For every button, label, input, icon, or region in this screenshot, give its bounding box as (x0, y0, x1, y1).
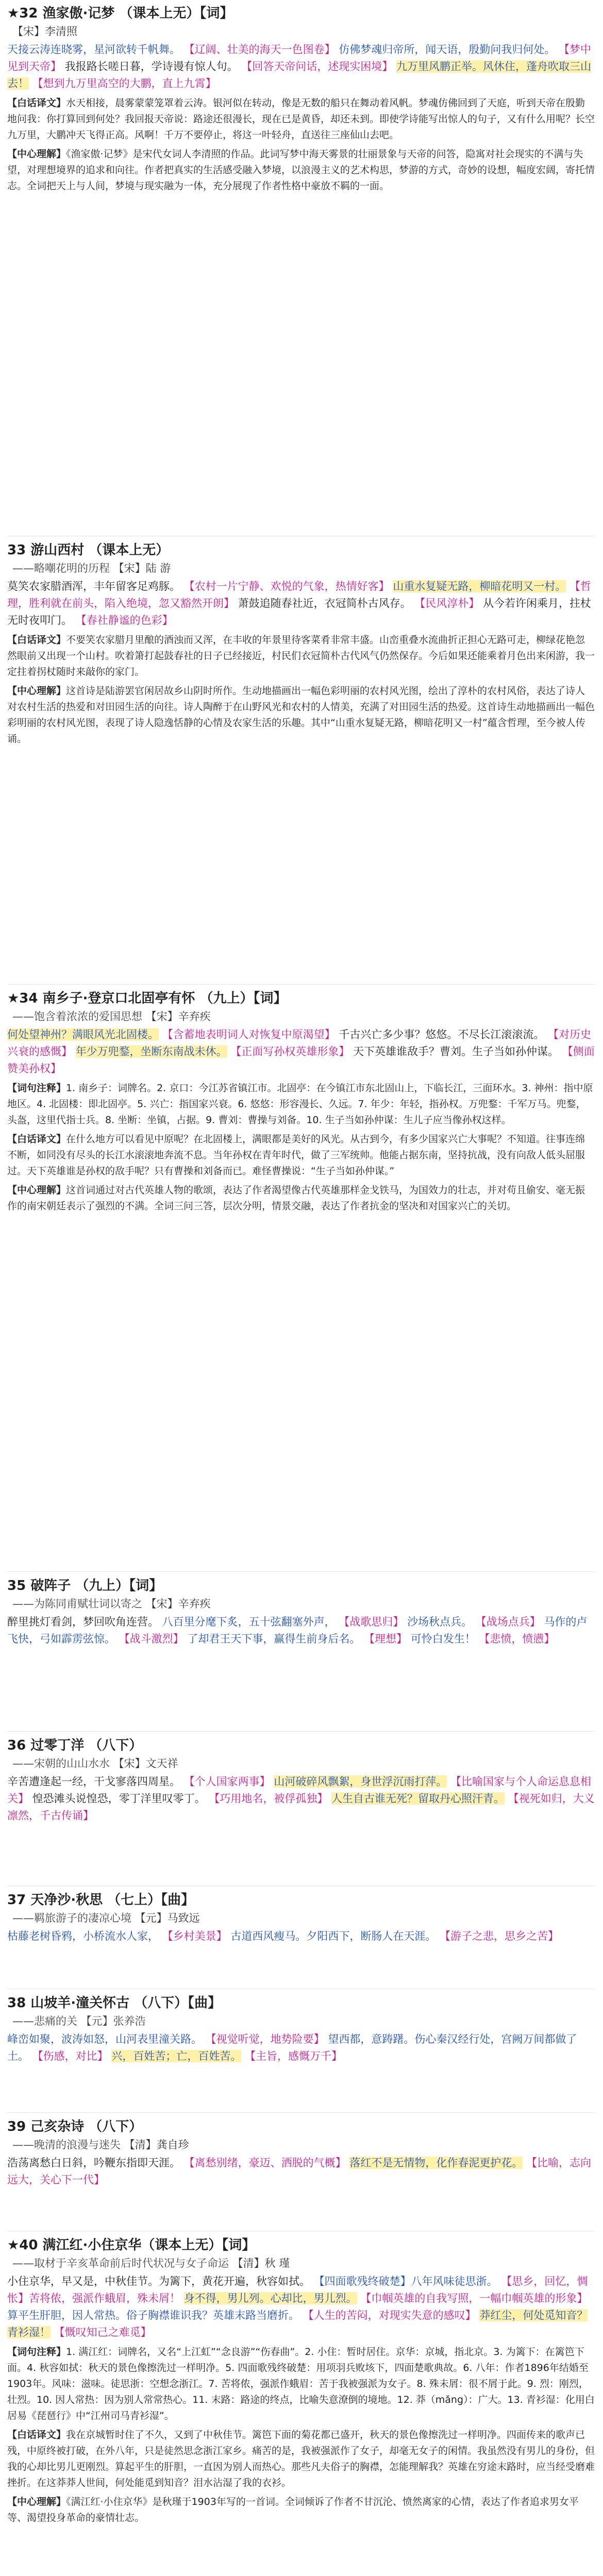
poem-section-37 (7, 1891, 595, 1945)
poem-section-35 (7, 1577, 595, 1648)
word-notes: 【词句注释】1. 南乡子：词牌名。2. 京口：今江苏省镇江市。北固亭：在今镇江市东北固山上，下临长江，三面环水。3. 神州：指中原地区。4. 北固楼：即北固亭。5. 兴亡：指国家兴衰。6. 悠悠：形容漫长、久远。7. 年少：年轻，指孙权。万兜鍪：千军万马。兜鍪，头盔，这里代指士兵。8. 坐断：坐镇，占据。9. 曹刘：曹操与刘备。10. 生子当如孙仲谋：生儿子应当像孙权这样。 (7, 1082, 593, 1126)
divider (7, 1571, 595, 1572)
poem-subtitle: ——悲痛的关 【元】张养浩 (12, 2015, 146, 2027)
poem-title: 35 破阵子 （九上）【词】 (7, 1578, 163, 1594)
core-understanding: 【中心理解】《渔家傲·记梦》是宋代女词人李清照的作品。此词写梦中海天雾景的壮丽景象与天帝的问答，隐寓对社会现实的不满与失望，对理想境界的追求和向往。作者把真实的生活感受融入梦境，以浪漫主义的艺术构思，梦游的方式，奇妙的设想，幅度宏阔，寄托情志。全词把天上与人间，梦境与现实融为一体，充分展现了作者性格中豪放不羁的一面。 (7, 148, 595, 192)
poem-section-36 (7, 1736, 595, 1824)
translation: 【白话译文】水天相接，晨雾蒙蒙笼罩着云涛。银河似在转动，像是无数的船只在舞动着风帆。梦魂仿佛回到了天庭，听到天帝在殷勤地问我：你打算回到何处？我回报天帝说：路途还很漫长，现在已是黄昏，却还未到。即使学诗能写出惊人的句子，又有什么用呢？长空九万里，大鹏冲天飞得正高。风啊！千万不要停止，将这一叶轻舟，直送往三座仙山去吧。 (7, 97, 595, 141)
poem-subtitle: ——为陈同甫赋壮词以寄之 【宋】辛弃疾 (12, 1598, 211, 1610)
poem-title: 37 天净沙·秋思 （七上）【曲】 (7, 1892, 195, 1908)
poem-lines: 天接云涛连晓雾，星河欲转千帆舞。 【辽阔、壮美的海天一色图卷】 仿佛梦魂归帝所，闻天语，殷勤问我归何处。 【梦中见到天帝】 我报路长嗟日暮，学诗谩有惊人句。 【回答天帝问话，述现实困境】 九万里风鹏正举。风休住，蓬舟吹取三山去！ 【想到九万里高空的大鹏，直上九霄】 (7, 43, 592, 90)
poem-title: ★40 满江红·小住京华（课本上无）【词】 (7, 2238, 256, 2253)
poem-title: 38 山坡羊·潼关怀古 （八下）【曲】 (7, 1995, 222, 2011)
poem-section-38 (7, 1994, 595, 2065)
poem-subtitle: ——取材于辛亥革命前后时代状况与女子命运 【清】秋 瑾 (12, 2257, 290, 2269)
divider (7, 1731, 595, 1732)
poem-lines: 辛苦遭逢起一经，干戈寥落四周星。 【个人国家两事】 山河破碎风飘絮，身世浮沉雨打萍。 【比喻国家与个人命运息息相关】 惶恐滩头说惶恐，零丁洋里叹零丁。 【巧用地名，被俘孤独】 人生自古谁无死？留取丹心照汗青。 【视死如归，大义凛然，千古传诵】 (7, 1775, 595, 1822)
core-understanding: 【中心理解】这首诗是陆游罢官闲居故乡山阴时所作。生动地描画出一幅色彩明丽的农村风光图，绘出了淳朴的农村风俗，表达了诗人对农村生活的热爱和对田园生活的向往。诗人陶醉于在山野风光和农村的人情美，充满了对田园生活的热爱。这首诗生动地描画出一幅色彩明丽的农村风光图，表现了诗人隐逸恬静的心情及农家生活的乐趣。其中“山重水复疑无路，柳暗花明又一村”蕴含哲理，至今被人传诵。 (7, 685, 595, 744)
poem-title: ★32 渔家傲·记梦 （课本上无）【词】 (7, 6, 233, 21)
poem-section-39 (7, 2117, 595, 2189)
poem-title: 39 己亥杂诗 （八下） (7, 2119, 143, 2134)
poem-subtitle: ——饱含着浓浓的爱国思想 【宋】辛弃疾 (12, 1010, 211, 1023)
poem-title: 33 游山西村 （课本上无） (7, 543, 170, 558)
word-notes: 【词句注释】1. 满江红：词牌名，又名“上江虹”“念良游”“伤春曲”。2. 小住：暂时居住。京华：京城，指北京。3. 为篱下：在篱笆下面。4. 秋容如拭：秋天的景色像擦洗过一样明净。5. 四面歌残终破楚：用项羽兵败垓下，四面楚歌典故。6. 八年：作者1896年结婚至1903年。风味：滋味。徒思浙：空想念浙江。7. 苦将侬，强派作蛾眉：苦于我被强派为女子。8. 殊未屑：很不屑于此。9. 烈：刚烈，壮烈。10. 因人常热：因为别人常常热心。11. 末路：路途的终点，比喻失意潦倒的境地。12. 莽（mǎng）：广大。13. 青衫湿：化用白居易《琵琶行》中“江州司马青衫湿”。 (7, 2346, 595, 2421)
poem-author: 【宋】李清照 (12, 25, 77, 38)
poem-subtitle: ——略嘲花明的历程 【宋】陆 游 (12, 562, 171, 574)
poem-section-40 (7, 2236, 595, 2526)
poem-lines: 浩荡离愁白日斜，吟鞭东指即天涯。 【离愁别绪，豪迈、洒脱的气概】 落红不是无情物，化作春泥更护花。 【比喻，志向远大，关心下一代】 (7, 2157, 592, 2186)
poem-section-34 (7, 989, 595, 1214)
divider (7, 2112, 595, 2113)
poem-title: ★34 南乡子·登京口北固亭有怀 （九上）【词】 (7, 991, 287, 1006)
poem-lines: 峰峦如聚，波涛如怒，山河表里潼关路。 【视觉听觉，地势险要】 望西都，意踌躇。伤心秦汉经行处，宫阙万间都做了土。 【伤感，对比】 兴，百姓苦；亡，百姓苦。 【主旨，感慨万千】 (7, 2033, 577, 2062)
translation: 【白话译文】我在京城暂时住了不久，又到了中秋佳节。篱笆下面的菊花都已盛开，秋天的景色像擦洗过一样明净。四面传来的歌声已残，中原终被打破，在外八年，只是徒然思念浙江家乡。痛苦的是，我被强派作了女子，却毫无女子的闲情。我虽然没有男儿的身份，但我的心却比男儿更刚烈。算起平生的肝胆，一直因为别人而热心。那些凡夫俗子的胸襟，怎能理解我？英雄在穷途末路时，应当经受磨难挫折。在这莽莽人世间，何处能觅到知音？泪水沾湿了我的衣衫。 (7, 2429, 595, 2488)
poem-subtitle: ——宋朝的山山水水 【宋】文天祥 (12, 1757, 178, 1770)
poem-lines: 小住京华，早又是，中秋佳节。为篱下，黄花开遍，秋容如拭。 【四面歌残终破楚】八年风味徒思浙。 【思乡，回忆，惆怅】苦将侬，强派作蛾眉，殊未屑！ 身不得，男儿列。心却比，男儿烈。 【巾帼英雄的自我写照，一幅巾帼英雄的形象】 算平生肝胆，因人常热。俗子胸襟谁识我？英雄末路当磨折。 【人生的苦闷，对现实失意的感叹】 莽红尘，何处觅知音？青衫湿！ 【慨叹知己之难觅】 (7, 2275, 588, 2338)
translation: 【白话译文】在什么地方可以看见中原呢？在北固楼上，满眼都是美好的风光。从古到今，有多少国家兴亡大事呢？不知道。往事连绵不断，如同没有尽头的长江水滚滚地奔流不息。当年孙权在青年时代，做了三军统帅。他能占据东南，坚持抗战，没有向敌人低头屈服过。天下英雄谁是孙权的敌手呢？只有曹操和刘备而已。难怪曹操说：“生子当如孙仲谋。” (7, 1133, 585, 1177)
translation: 【白话译文】不要笑农家腊月里酿的酒浊而又浑，在丰收的年景里待客菜肴非常丰盛。山峦重叠水流曲折正担心无路可走，柳绿花艳忽然眼前又出现一个山村。吹着箫打起鼓春社的日子已经接近，村民们衣冠简朴古代风气仍然保存。今后如果还能乘着月色出来闲游，我一定拄着拐杖随时来敲你的家门。 (7, 634, 595, 677)
divider (7, 984, 595, 985)
core-understanding: 【中心理解】《满江红·小住京华》是秋瑾于1903年写的一首词。全词倾诉了作者不甘沉沦、愤然离家的心情，表达了作者追求男女平等、渴望投身革命的豪情壮志。 (7, 2496, 579, 2523)
poem-lines: 何处望神州？满眼风光北固楼。 【含蓄地表明词人对恢复中原渴望】 千古兴亡多少事？悠悠。不尽长江滚滚流。 【对历史兴衰的感慨】 年少万兜鍪，坐断东南战未休。 【正面写孙权英雄形象】 天下英雄谁敌手？曹刘。生子当如孙仲谋。 【侧面赞美孙权】 (7, 1028, 595, 1075)
poem-subtitle: ——羁旅游子的凄凉心境 【元】马致远 (12, 1912, 200, 1924)
poem-lines: 莫笑农家腊酒浑，丰年留客足鸡豚。 【农村一片宁静、欢悦的气象，热情好客】 山重水复疑无路，柳暗花明又一村。 【哲理，胜利就在前头，陷入绝境，忽又豁然开朗】 萧鼓追随春社近，衣冠简朴古风存。 【民风淳朴】 从今若许闲乘月，拄杖无时夜叩门。 【春社静谧的色彩】 (7, 580, 592, 626)
poem-subtitle: ——晚清的浪漫与迷失 【清】龚自珍 (12, 2139, 189, 2151)
poem-lines: 醉里挑灯看剑，梦回吹角连营。 八百里分麾下炙，五十弦翻塞外声， 【战歌思归】 沙场秋点兵。 【战场点兵】 马作的卢飞快，弓如霹雳弦惊。 【战斗激烈】 了却君王天下事，赢得生前身后名。 【理想】 可怜白发生！ 【悲愤，愤懑】 (7, 1616, 588, 1645)
poem-section-32 (7, 4, 595, 194)
core-understanding: 【中心理解】这首词通过对古代英雄人物的歌颂，表达了作者渴望像古代英雄那样金戈铁马，为国效力的壮志，并对苟且偷安、毫无振作的南宋朝廷表示了强烈的不满。全词三问三答，层次分明，情景交融，表达了作者抗金的坚决和对国家兴亡的关切。 (7, 1184, 585, 1212)
poem-section-33 (7, 541, 595, 747)
poem-lines: 枯藤老树昏鸦，小桥流水人家， 【乡村美景】 古道西风瘦马。夕阳西下，断肠人在天涯。 【游子之悲，思乡之苦】 (7, 1930, 559, 1942)
poem-title: 36 过零丁洋 （八下） (7, 1738, 143, 1753)
